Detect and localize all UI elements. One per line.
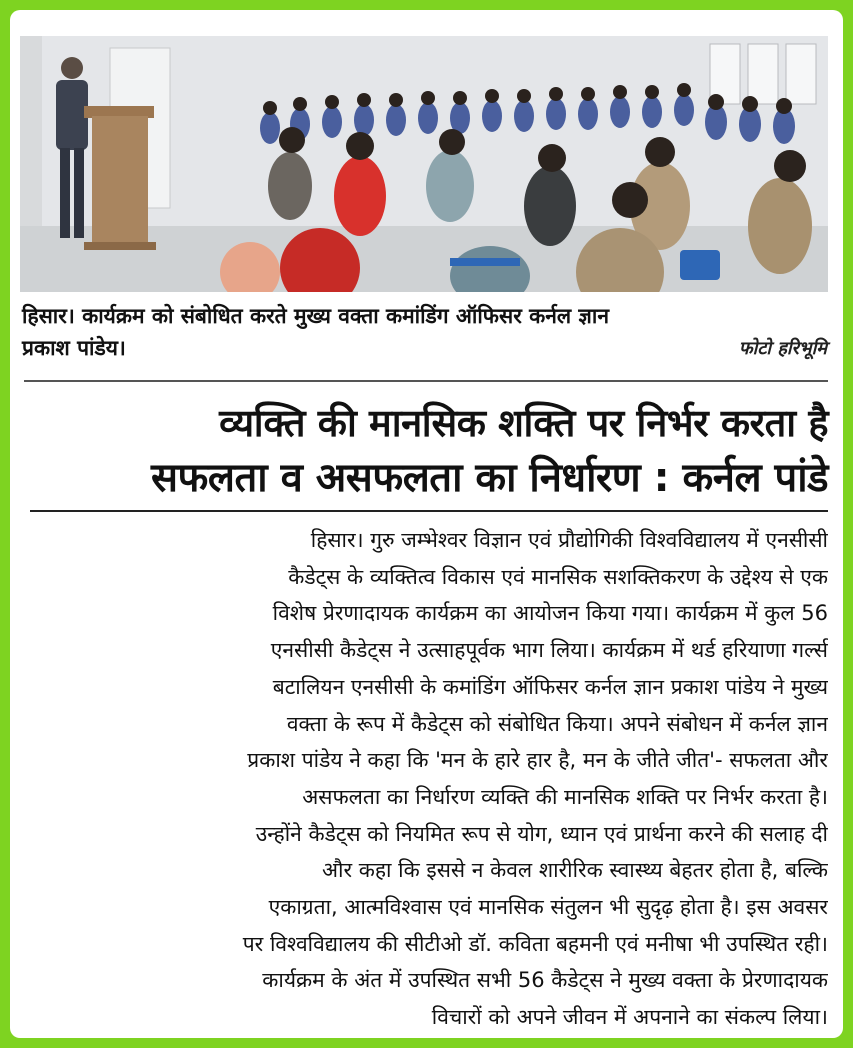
photo-icon <box>20 36 828 292</box>
article-line: वक्ता के रूप में कैडेट्स को संबोधित किया। अपने संबोधन में कर्नल ज्ञान <box>286 711 828 736</box>
divider <box>24 380 828 382</box>
event-photo <box>20 36 828 292</box>
article-line: पर विश्वविद्यालय की सीटीओ डॉ. कविता बहमनी एवं मनीषा भी उपस्थित रही। <box>242 931 828 956</box>
headline-line-2: सफलता व असफलता का निर्धारण : कर्नल पांडे <box>151 455 828 501</box>
article-line: विचारों को अपने जीवन में अपनाने का संकल्प लिया। <box>431 1005 828 1030</box>
article-line: बटालियन एनसीसी के कमांडिंग ऑफिसर कर्नल ज्ञान प्रकाश पांडेय ने मुख्य <box>272 674 828 699</box>
article-line: एकाग्रता, आत्मविश्वास एवं मानसिक संतुलन भी सुदृढ़ होता है। इस अवसर <box>268 895 828 920</box>
headline-underline <box>30 510 828 512</box>
photo-credit: फोटो हरिभूमि <box>738 338 827 359</box>
article-line: हिसार। गुरु जम्भेश्वर विज्ञान एवं प्रौद्योगिकी विश्वविद्यालय में एनसीसी <box>310 528 828 552</box>
article-line: उन्होंने कैडेट्स को नियमित रूप से योग, ध्यान एवं प्रार्थना करने की सलाह दी <box>255 821 828 846</box>
caption-line-2: प्रकाश पांडेय। <box>22 336 126 360</box>
article-line: कार्यक्रम के अंत में उपस्थित सभी 56 कैडेट्स ने मुख्य वक्ता के प्रेरणादायक <box>262 968 828 993</box>
article-line: एनसीसी कैडेट्स ने उत्साहपूर्वक भाग लिया। कार्यक्रम में थर्ड हरियाणा गर्ल्स <box>270 638 828 663</box>
article-line: और कहा कि इससे न केवल शारीरिक स्वास्थ्य बेहतर होता है, बल्कि <box>322 858 828 883</box>
headline <box>30 396 828 506</box>
caption-line-1: हिसार। कार्यक्रम को संबोधित करते मुख्य वक्ता कमांडिंग ऑफिसर कर्नल ज्ञान <box>22 304 609 328</box>
newspaper-clipping <box>10 10 843 1038</box>
photo-caption <box>22 300 828 364</box>
headline-line-1: व्यक्ति की मानसिक शक्ति पर निर्भर करता है <box>219 401 828 445</box>
article-line: विशेष प्रेरणादायक कार्यक्रम का आयोजन किया गया। कार्यक्रम में कुल 56 <box>272 601 828 626</box>
article-line: असफलता का निर्धारण व्यक्ति की मानसिक शक्ति पर निर्भर करता है। <box>302 784 828 809</box>
article-body <box>30 522 828 1036</box>
article-line: प्रकाश पांडेय ने कहा कि 'मन के हारे हार है, मन के जीते जीत'- सफलता और <box>247 748 828 773</box>
article-line: कैडेट्स के व्यक्तित्व विकास एवं मानसिक सशक्तिकरण के उद्देश्य से एक <box>288 564 828 589</box>
